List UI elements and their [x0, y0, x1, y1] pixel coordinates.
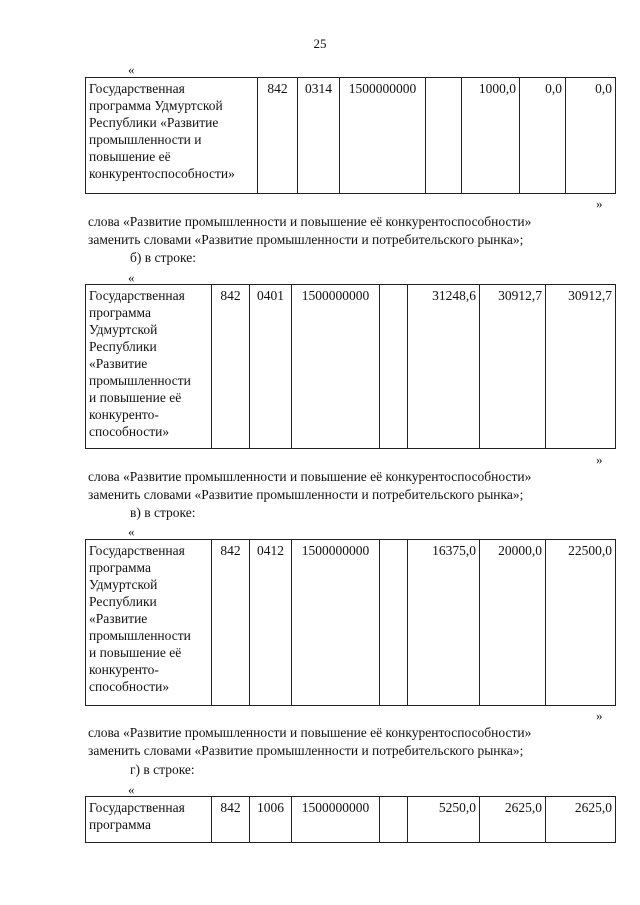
name-line: «Развитие: [89, 356, 148, 371]
replacement-line: заменить словами «Развитие промышленности и потребительского рынка»;: [88, 743, 524, 758]
name-line: Республики «Развитие: [89, 115, 219, 130]
program-name-cell: [86, 78, 258, 194]
name-line: промышленности и: [89, 132, 202, 147]
target-code: 1500000000: [292, 540, 380, 706]
budget-table-3: [85, 539, 616, 706]
budget-table-1: [85, 77, 616, 194]
replacement-line: слова «Развитие промышленности и повышение её конкурентоспособности»: [88, 469, 532, 484]
section-code: 0412: [250, 540, 292, 706]
name-line: программа: [89, 560, 151, 575]
ministry-code: 842: [212, 540, 250, 706]
name-line: Государственная: [89, 288, 185, 303]
name-line: конкурентоспособности»: [89, 166, 235, 181]
amount-year-1: 5250,0: [408, 797, 480, 843]
name-line: программа: [89, 817, 151, 832]
expense-type: [426, 78, 462, 194]
replacement-line: заменить словами «Развитие промышленности и потребительского рынка»;: [88, 232, 524, 247]
page-number: 25: [313, 36, 327, 51]
name-line: Государственная: [89, 543, 185, 558]
name-line: Государственная: [89, 81, 185, 96]
target-code: 1500000000: [292, 797, 380, 843]
name-line: способности»: [89, 679, 170, 694]
name-line: Удмуртской: [89, 577, 158, 592]
replacement-paragraph-3: [88, 724, 608, 760]
name-line: конкуренто-: [89, 407, 159, 422]
replacement-paragraph-1: [88, 213, 608, 249]
amount-year-1: 16375,0: [408, 540, 480, 706]
open-quote: «: [128, 270, 135, 285]
amount-year-3: 22500,0: [546, 540, 616, 706]
section-code: 0401: [250, 285, 292, 449]
close-quote: »: [596, 452, 603, 467]
name-line: программа: [89, 305, 151, 320]
item-g: г) в строке:: [130, 762, 195, 777]
budget-table-4: [85, 796, 616, 843]
program-name-cell: [86, 797, 212, 843]
budget-table-2: [85, 284, 616, 449]
amount-year-3: 0,0: [566, 78, 616, 194]
expense-type: [380, 797, 408, 843]
target-code: 1500000000: [340, 78, 426, 194]
amount-year-1: 1000,0: [462, 78, 520, 194]
close-quote: »: [596, 196, 603, 211]
program-name-cell: [86, 285, 212, 449]
target-code: 1500000000: [292, 285, 380, 449]
ministry-code: 842: [258, 78, 298, 194]
name-line: конкуренто-: [89, 662, 159, 677]
section-code: 1006: [250, 797, 292, 843]
open-quote: «: [128, 524, 135, 539]
name-line: и повышение её: [89, 390, 182, 405]
section-code: 0314: [298, 78, 340, 194]
name-line: Республики: [89, 339, 157, 354]
expense-type: [380, 540, 408, 706]
open-quote: «: [128, 782, 135, 797]
name-line: и повышение её: [89, 645, 182, 660]
open-quote: «: [128, 62, 135, 77]
amount-year-2: 0,0: [520, 78, 566, 194]
amount-year-2: 20000,0: [480, 540, 546, 706]
amount-year-2: 2625,0: [480, 797, 546, 843]
replacement-line: слова «Развитие промышленности и повышение её конкурентоспособности»: [88, 214, 532, 229]
item-b: б) в строке:: [130, 250, 197, 265]
expense-type: [380, 285, 408, 449]
amount-year-3: 30912,7: [546, 285, 616, 449]
replacement-paragraph-2: [88, 468, 608, 504]
name-line: промышленности: [89, 373, 191, 388]
name-line: Республики: [89, 594, 157, 609]
name-line: программа Удмуртской: [89, 98, 223, 113]
ministry-code: 842: [212, 797, 250, 843]
name-line: Удмуртской: [89, 322, 158, 337]
amount-year-2: 30912,7: [480, 285, 546, 449]
name-line: «Развитие: [89, 611, 148, 626]
name-line: повышение её: [89, 149, 171, 164]
ministry-code: 842: [212, 285, 250, 449]
name-line: способности»: [89, 424, 170, 439]
close-quote: »: [596, 708, 603, 723]
replacement-line: слова «Развитие промышленности и повышение её конкурентоспособности»: [88, 725, 532, 740]
name-line: промышленности: [89, 628, 191, 643]
program-name-cell: [86, 540, 212, 706]
name-line: Государственная: [89, 800, 185, 815]
replacement-line: заменить словами «Развитие промышленности и потребительского рынка»;: [88, 487, 524, 502]
item-v: в) в строке:: [130, 505, 196, 520]
amount-year-3: 2625,0: [546, 797, 616, 843]
amount-year-1: 31248,6: [408, 285, 480, 449]
